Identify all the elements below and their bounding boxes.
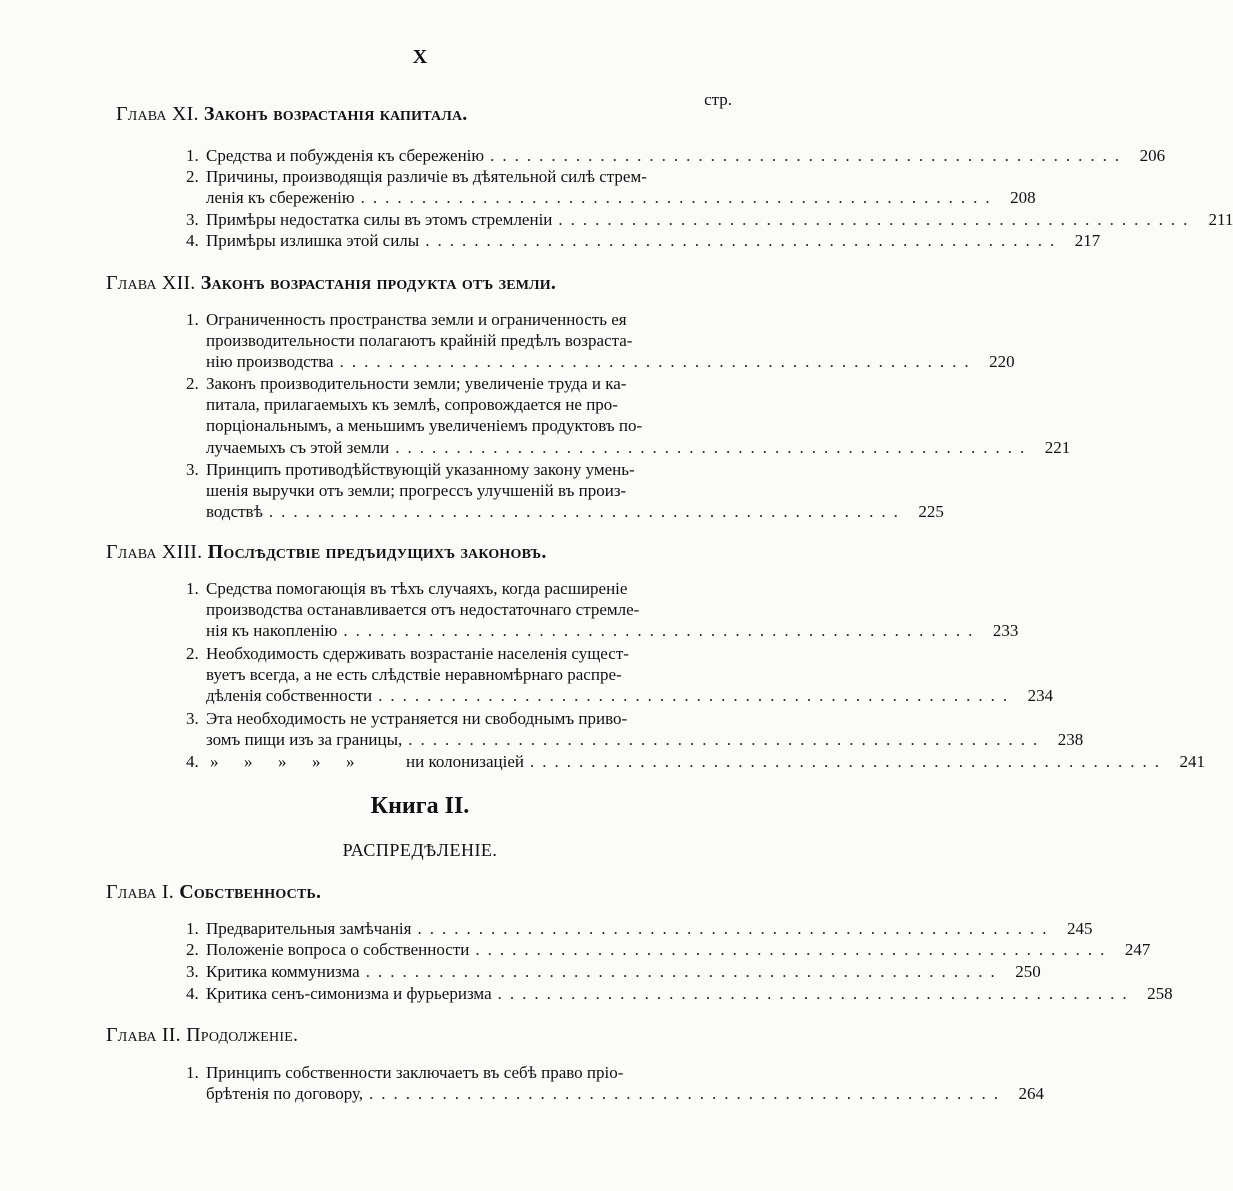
entry-number: 4. bbox=[186, 752, 199, 771]
entry-number: 2. bbox=[186, 940, 199, 959]
page-column-label: стр. bbox=[704, 90, 732, 109]
entry-text: Примѣры излишка этой силы bbox=[206, 231, 420, 250]
entry-number: 3. bbox=[186, 210, 199, 229]
entry-text: Критика сенъ-симонизма и фурьеризма bbox=[206, 984, 492, 1003]
toc-entry bbox=[186, 578, 1019, 642]
entry-text: Необходимость сдерживать возрастаніе населенія сущест- bbox=[206, 644, 629, 663]
entry-text: порціональнымъ, а меньшимъ увеличеніемъ продуктовъ по- bbox=[206, 416, 643, 436]
leader-dots: .................................................... bbox=[343, 621, 981, 641]
entry-page: 264 bbox=[1018, 1084, 1045, 1104]
entry-text: Принципъ собственности заключаетъ въ себѣ право пріо- bbox=[206, 1063, 624, 1082]
entry-number: 2. bbox=[186, 167, 199, 186]
entry-number: 2. bbox=[186, 644, 199, 663]
entry-text: зомъ пищи изъ за границы, bbox=[206, 730, 403, 750]
chapter-title: Продолженіе. bbox=[186, 1024, 299, 1046]
leader-dots: .................................................... bbox=[558, 210, 1196, 229]
entry-page: 247 bbox=[1124, 940, 1151, 959]
entry-page: 211 bbox=[1208, 210, 1233, 229]
entry-text: Причины, производящія различіе въ дѣятельной силѣ стрем- bbox=[206, 167, 647, 186]
chapter-prefix: Глава XIII. bbox=[106, 541, 203, 563]
entry-text: водствѣ bbox=[206, 502, 263, 522]
entry-text: Средства и побужденія къ сбереженію bbox=[206, 146, 485, 165]
entry-text: Предварительныя замѣчанія bbox=[206, 919, 412, 938]
entry-page: 220 bbox=[989, 352, 1015, 372]
toc-entry bbox=[186, 939, 1151, 960]
entry-number: 3. bbox=[186, 460, 199, 479]
toc-entry bbox=[186, 643, 1054, 707]
toc-entry bbox=[186, 1062, 1045, 1104]
entry-page: 217 bbox=[1074, 231, 1101, 250]
entry-number: 3. bbox=[186, 962, 199, 981]
leader-dots: .................................................... bbox=[268, 502, 906, 522]
chapter-prefix: Глава XII. bbox=[106, 272, 196, 294]
entry-text: питала, прилагаемыхъ къ землѣ, сопровождается не про- bbox=[206, 395, 618, 415]
toc-entry bbox=[186, 708, 1084, 750]
leader-dots: .................................................... bbox=[417, 919, 1055, 938]
toc-entry bbox=[186, 209, 1233, 230]
entry-page: 238 bbox=[1057, 730, 1084, 750]
chapter-heading bbox=[106, 541, 547, 564]
entry-text: ленія къ сбереженію bbox=[206, 188, 355, 208]
entry-text: производительности полагаютъ крайній предѣлъ возраста- bbox=[206, 331, 633, 351]
entry-number: 1. bbox=[186, 146, 199, 165]
entry-number: 3. bbox=[186, 709, 199, 728]
entry-number: 4. bbox=[186, 231, 199, 250]
leader-dots: .................................................... bbox=[378, 686, 1016, 706]
chapter-heading bbox=[106, 1024, 298, 1047]
chapter-prefix: Глава XI. bbox=[116, 103, 199, 125]
leader-dots: .................................................... bbox=[360, 188, 998, 208]
entry-page: 258 bbox=[1147, 984, 1173, 1003]
part-title: РАСПРЕДѢЛЕНІЕ. bbox=[342, 840, 498, 860]
toc-entry bbox=[186, 751, 1206, 772]
entry-number: 1. bbox=[186, 919, 199, 938]
entry-text: Критика коммунизма bbox=[206, 962, 360, 981]
leader-dots: .................................................... bbox=[530, 752, 1168, 771]
chapter-heading bbox=[116, 103, 468, 126]
entry-text: брѣтенія по договору, bbox=[206, 1084, 364, 1104]
chapter-heading bbox=[106, 272, 556, 295]
page-number: X bbox=[412, 46, 428, 68]
entry-text: вуетъ всегда, а не есть слѣдствіе неравномѣрнаго распре- bbox=[206, 665, 622, 685]
entry-page: 208 bbox=[1010, 188, 1036, 208]
toc-entry bbox=[186, 961, 1041, 982]
chapter-title: Законъ возрастанія капитала. bbox=[203, 103, 468, 125]
book-title: Книга II. bbox=[370, 793, 470, 819]
toc-entry bbox=[186, 983, 1173, 1004]
ditto-marks: » » » » » bbox=[210, 752, 355, 771]
entry-text: ни колонизаціей bbox=[406, 752, 525, 771]
entry-page: 245 bbox=[1066, 919, 1093, 938]
entry-number: 1. bbox=[186, 1063, 199, 1082]
toc-entry bbox=[186, 373, 1071, 458]
chapter-title: Собственность. bbox=[179, 881, 322, 903]
toc-entry bbox=[186, 459, 944, 523]
entry-text: Ограниченность пространства земли и ограниченность ея bbox=[206, 310, 627, 329]
entry-text: производства останавливается отъ недостаточнаго стремле- bbox=[206, 600, 640, 620]
toc-entry bbox=[186, 145, 1166, 166]
entry-page: 241 bbox=[1179, 752, 1206, 771]
leader-dots: .................................................... bbox=[408, 730, 1046, 750]
toc-entry bbox=[186, 166, 1036, 208]
entry-text: лучаемыхъ съ этой земли bbox=[206, 437, 390, 457]
chapter-prefix: Глава I. bbox=[106, 881, 174, 903]
entry-page: 225 bbox=[918, 502, 944, 522]
entry-page: 233 bbox=[992, 621, 1019, 641]
chapter-title: Законъ возрастанія продукта отъ земли. bbox=[200, 272, 557, 294]
entry-page: 250 bbox=[1015, 962, 1041, 981]
leader-dots: .................................................... bbox=[475, 940, 1113, 959]
entry-text: нія къ накопленію bbox=[206, 621, 338, 641]
chapter-title: Послѣдствіе предъидущихъ законовъ. bbox=[207, 541, 547, 563]
toc-entry bbox=[186, 918, 1093, 939]
entry-text: Эта необходимость не устраняется ни свободнымъ приво- bbox=[206, 709, 628, 728]
entry-page: 206 bbox=[1139, 146, 1166, 165]
leader-dots: .................................................... bbox=[425, 231, 1063, 250]
toc-entry bbox=[186, 309, 1015, 373]
entry-number: 1. bbox=[186, 579, 199, 598]
chapter-prefix: Глава II. bbox=[106, 1024, 181, 1046]
entry-text: Законъ производительности земли; увеличеніе труда и ка- bbox=[206, 374, 627, 393]
leader-dots: .................................................... bbox=[369, 1084, 1007, 1104]
leader-dots: .................................................... bbox=[395, 437, 1033, 457]
entry-page: 221 bbox=[1044, 437, 1071, 457]
chapter-heading bbox=[106, 881, 321, 904]
entry-number: 1. bbox=[186, 310, 199, 329]
leader-dots: .................................................... bbox=[365, 962, 1003, 981]
entry-number: 4. bbox=[186, 984, 199, 1003]
leader-dots: .................................................... bbox=[339, 352, 977, 372]
entry-text: Положеніе вопроса о собственности bbox=[206, 940, 470, 959]
toc-entry bbox=[186, 230, 1101, 251]
entry-text: Средства помогающія въ тѣхъ случаяхъ, когда расширеніе bbox=[206, 579, 628, 598]
leader-dots: .................................................... bbox=[497, 984, 1135, 1003]
entry-number: 2. bbox=[186, 374, 199, 393]
leader-dots: .................................................... bbox=[490, 146, 1128, 165]
entry-text: Принципъ противодѣйствующій указанному закону умень- bbox=[206, 460, 635, 479]
entry-text: Примѣры недостатка силы въ этомъ стремленіи bbox=[206, 210, 553, 229]
entry-text: шенія выручки отъ земли; прогрессъ улучшеній въ произ- bbox=[206, 481, 627, 501]
entry-text: нію производства bbox=[206, 352, 334, 372]
entry-page: 234 bbox=[1027, 686, 1054, 706]
entry-text: дѣленія собственности bbox=[206, 686, 373, 706]
